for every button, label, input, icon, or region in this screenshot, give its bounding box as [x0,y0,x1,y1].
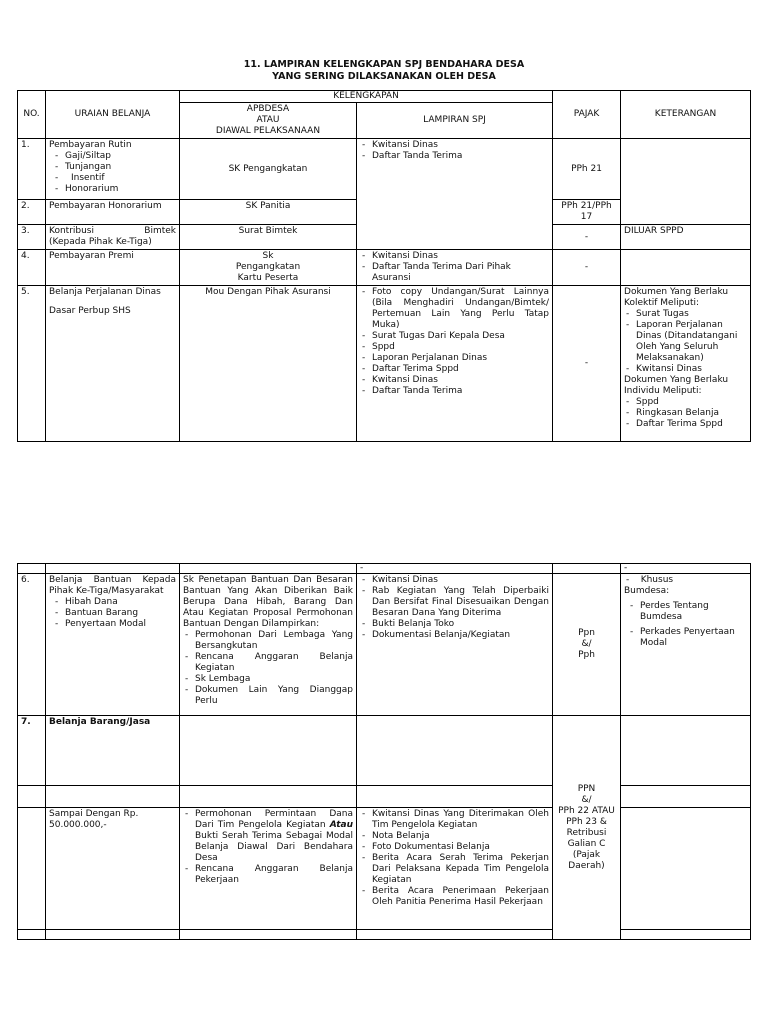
top-row-pajak [553,564,621,574]
spacer-row-keterangan [621,786,751,808]
list-item: - Dokumen Lain Yang Dianggap Perlu [183,685,353,707]
row-1-no: 1. [18,139,46,200]
row-2-pajak: PPh 21/PPh 17 [553,200,621,225]
row-2-uraian: Pembayaran Honorarium [46,200,180,225]
row-1-apbdesa: SK Pengangkatan [180,139,357,200]
header-uraian: URAIAN BELANJA [46,91,180,139]
list-item: - Daftar Tanda Terima [360,151,549,162]
bottom-row-keterangan [621,930,751,940]
row-6-no: 6. [18,574,46,716]
list-item: - Nota Belanja [360,831,549,842]
list-item: - Kwitansi Dinas [360,375,549,386]
row-4-keterangan [621,250,751,286]
row-4-apbdesa: Sk Pengangkatan Kartu Peserta [180,250,357,286]
row-4-pajak: - [553,250,621,286]
row-6-apbdesa: Sk Penetapan Bantuan Dan Besaran Bantuan Yang Akan Diberikan Baik Berupa Dana Hibah, Barang Dan Atau Kegiatan Proposal Permohonan Bantuan Dengan Dilampirkan: - Permohonan Dari Lembaga Yang Bersangkutan - Rencana Anggaran Belanja Kegiatan - Sk Lembaga - Dokumen Lain Yang Dianggap Perlu [180,574,357,716]
header-no: NO. [18,91,46,139]
list-item: - Kwitansi Dinas [624,364,747,375]
row-8-no [18,808,46,930]
row-5-no: 5. [18,286,46,442]
list-item: - Kwitansi Dinas [360,575,549,586]
list-item: - Sppd [624,397,747,408]
row-6-keterangan: - Khusus Bumdesa: - Perdes Tentang Bumdesa - Perkades Penyertaan Modal [621,574,751,716]
top-row-uraian [46,564,180,574]
list-item: - Permohonan Permintaan Dana Dari Tim Pengelola Kegiatan Atau Bukti Serah Terima Sebagai Modal Belanja Diawal Dari Bendahara Desa [183,809,353,864]
row-6-lampiran [357,574,553,716]
row-2-apbdesa: SK Panitia [180,200,357,225]
list-item: - Daftar Terima Sppd [624,419,747,430]
list-item: - Perdes Tentang Bumdesa [624,601,747,623]
list-item: - Berita Acara Penerimaan Pekerjaan Oleh Panitia Penerima Hasil Pekerjaan [360,886,549,908]
row-5-apbdesa: Mou Dengan Pihak Asuransi [180,286,357,442]
row-4-uraian: Pembayaran Premi [46,250,180,286]
list-item: - Surat Tugas Dari Kepala Desa [360,331,549,342]
list-item: - Bukti Belanja Toko [360,619,549,630]
list-item: - Insentif [49,173,176,184]
spacer-row-lampiran [357,786,553,808]
list-item: - Sppd [360,342,549,353]
row-1-lampiran [357,139,553,250]
row-4-lampiran [357,250,553,286]
row-7-apbdesa [180,716,357,786]
row-7-keterangan [621,716,751,786]
list-item: - Honorarium [49,184,176,195]
row-5-keterangan: Dokumen Yang Berlaku Kolektif Meliputi: - Surat Tugas - Laporan Perjalanan Dinas (Ditandatangani Oleh Yang Seluruh Melaksanakan) - Kwitansi Dinas Dokumen Yang Berlaku Individu Meliputi: - Sppd - Ringkasan Belanja - Daftar Terima Sppd [621,286,751,442]
header-pajak: PAJAK [553,91,621,139]
row-5-lampiran [357,286,553,442]
spacer-row-apbdesa [180,786,357,808]
row-7-pajak: PPN &/ PPh 22 ATAU PPh 23 & Retribusi Galian C (Pajak Daerah) [553,716,621,940]
list-item: - Laporan Perjalanan Dinas [360,353,549,364]
list-item: - Rencana Anggaran Belanja Pekerjaan [183,864,353,886]
list-item: - Laporan Perjalanan Dinas (Ditandatangani Oleh Yang Seluruh Melaksanakan) [624,320,747,364]
row-3-pajak: - [553,225,621,250]
row-8-lampiran [357,808,553,930]
row-8-keterangan [621,808,751,930]
row-5-pajak: - [553,286,621,442]
row-3-uraian: Kontribusi Bimtek (Kepada Pihak Ke-Tiga) [46,225,180,250]
header-keterangan: KETERANGAN [621,91,751,139]
row-6-pajak: Ppn &/ Pph [553,574,621,716]
top-row-no [18,564,46,574]
list-item: - Penyertaan Modal [49,619,176,630]
spj-table-part-2 [17,563,751,940]
row-1-keterangan [621,139,751,225]
list-item: - Perkades Penyertaan Modal [624,627,747,649]
row-5-uraian: Belanja Perjalanan Dinas Dasar Perbup SHS [46,286,180,442]
row-7-no: 7. [18,716,46,786]
list-item: - Tunjangan [49,162,176,173]
row-3-keterangan: DILUAR SPPD [621,225,751,250]
list-item: - Daftar Terima Sppd [360,364,549,375]
bottom-row-no [18,930,46,940]
list-item: - Bantuan Barang [49,608,176,619]
row-7-lampiran [357,716,553,786]
header-lampiran: LAMPIRAN SPJ [357,103,553,139]
list-item: - Rab Kegiatan Yang Telah Diperbaiki Dan Bersifat Final Disesuaikan Dengan Besaran Dana Yang Diterima [360,586,549,619]
row-8-apbdesa [180,808,357,930]
list-item: - Daftar Tanda Terima Dari Pihak Asuransi [360,262,549,284]
bottom-row-uraian [46,930,180,940]
list-item: - Permohonan Dari Lembaga Yang Bersangkutan [183,630,353,652]
list-item: - Kwitansi Dinas [360,251,549,262]
list-item: - Ringkasan Belanja [624,408,747,419]
list-item: - Surat Tugas [624,309,747,320]
list-item: - Sk Lembaga [183,674,353,685]
document-title-line-2: YANG SERING DILAKSANAKAN OLEH DESA [272,71,496,82]
list-item: - Berita Acara Serah Terima Pekerjan Dari Pelaksana Kepada Tim Pengelola Kegiatan [360,853,549,886]
spj-table-part-1 [17,90,751,442]
list-item: - Hibah Dana [49,597,176,608]
row-8-uraian: Sampai Dengan Rp. 50.000.000,- [46,808,180,930]
list-item: - Dokumentasi Belanja/Kegiatan [360,630,549,641]
list-item: - Foto Dokumentasi Belanja [360,842,549,853]
document-title-line-1: 11. LAMPIRAN KELENGKAPAN SPJ BENDAHARA DESA [243,59,525,70]
row-3-no: 3. [18,225,46,250]
list-item: - Foto copy Undangan/Surat Lainnya (Bila Menghadiri Undangan/Bimtek/ Pertemuan Lain Yang Perlu Tatap Muka) [360,287,549,331]
list-item: - Rencana Anggaran Belanja Kegiatan [183,652,353,674]
spacer-row-uraian [46,786,180,808]
row-4-no: 4. [18,250,46,286]
row-2-no: 2. [18,200,46,225]
bottom-row-apbdesa [180,930,357,940]
list-item: - Gaji/Siltap [49,151,176,162]
top-row-apbdesa [180,564,357,574]
spacer-row-no [18,786,46,808]
list-item: - Daftar Tanda Terima [360,386,549,397]
list-item: - Kwitansi Dinas Yang Diterimakan Oleh Tim Pengelola Kegiatan [360,809,549,831]
top-row-lampiran: - [357,564,553,574]
top-row-keterangan: - [621,564,751,574]
row-1-pajak: PPh 21 [553,139,621,200]
list-item: - Kwitansi Dinas [360,140,549,151]
bottom-row-lampiran [357,930,553,940]
header-kelengkapan: KELENGKAPAN [180,91,553,103]
row-1-uraian: Pembayaran Rutin - Gaji/Siltap - Tunjangan - Insentif - Honorarium [46,139,180,200]
row-3-apbdesa: Surat Bimtek [180,225,357,250]
row-7-uraian: Belanja Barang/Jasa [46,716,180,786]
row-6-uraian: Belanja Bantuan Kepada Pihak Ke-Tiga/Masyarakat - Hibah Dana - Bantuan Barang - Penyertaan Modal [46,574,180,716]
header-apbdesa: APBDESA ATAU DIAWAL PELAKSANAAN [180,103,357,139]
